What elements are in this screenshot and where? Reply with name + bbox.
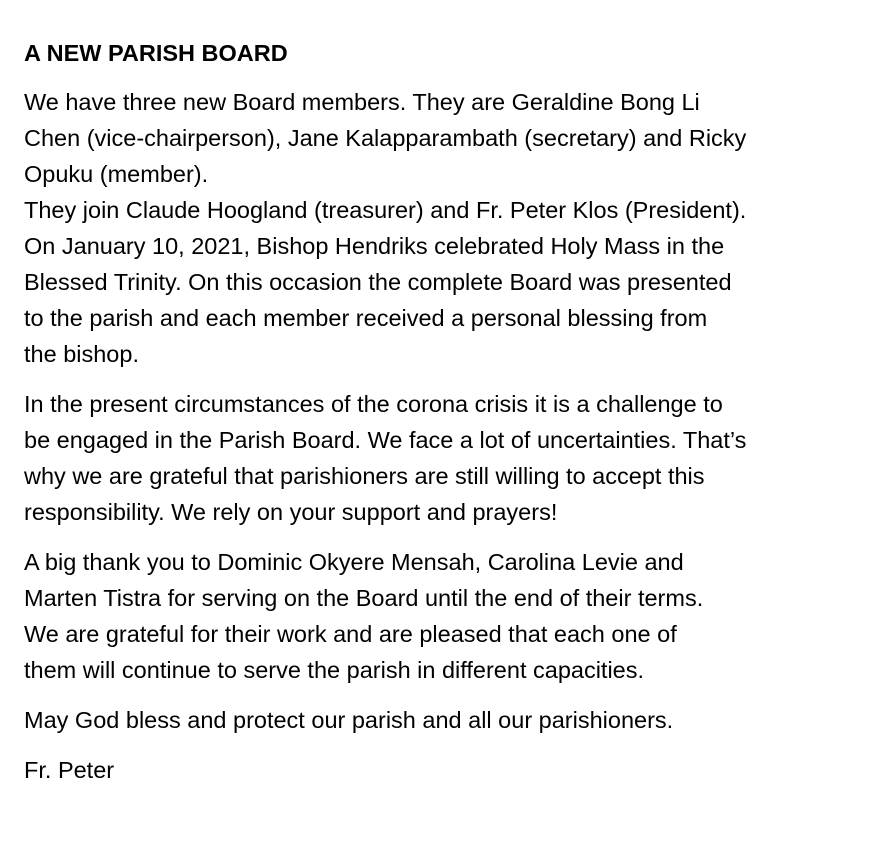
text-line: A big thank you to Dominic Okyere Mensah, Carolina Levie and (24, 549, 684, 575)
paragraph-corona-crisis (24, 386, 884, 530)
text-line: We are grateful for their work and are pleased that each one of (24, 621, 677, 647)
text-line: Chen (vice-chairperson), Jane Kalapparambath (secretary) and Ricky (24, 125, 747, 151)
paragraph-new-members (24, 84, 884, 372)
paragraph-thank-you (24, 544, 884, 688)
text-line: Blessed Trinity. On this occasion the complete Board was presented (24, 269, 732, 295)
text-line: to the parish and each member received a personal blessing from (24, 305, 708, 331)
text-line: We have three new Board members. They are Geraldine Bong Li (24, 89, 700, 115)
text-line: On January 10, 2021, Bishop Hendriks celebrated Holy Mass in the (24, 233, 725, 259)
text-line: Marten Tistra for serving on the Board until the end of their terms. (24, 585, 704, 611)
text-line: responsibility. We rely on your support and prayers! (24, 499, 558, 525)
signature: Fr. Peter (24, 757, 115, 783)
text-line: be engaged in the Parish Board. We face a lot of uncertainties. That’s (24, 427, 747, 453)
document-title: A NEW PARISH BOARD (24, 40, 288, 66)
document (24, 36, 884, 788)
text-line: why we are grateful that parishioners are still willing to accept this (24, 463, 705, 489)
paragraph-blessing (24, 702, 884, 738)
text-line: them will continue to serve the parish in different capacities. (24, 657, 645, 683)
text-line: In the present circumstances of the corona crisis it is a challenge to (24, 391, 723, 417)
text-line: May God bless and protect our parish and all our parishioners. (24, 707, 674, 733)
text-line: They join Claude Hoogland (treasurer) and Fr. Peter Klos (President). (24, 197, 747, 223)
text-line: the bishop. (24, 341, 139, 367)
text-line: Opuku (member). (24, 161, 209, 187)
